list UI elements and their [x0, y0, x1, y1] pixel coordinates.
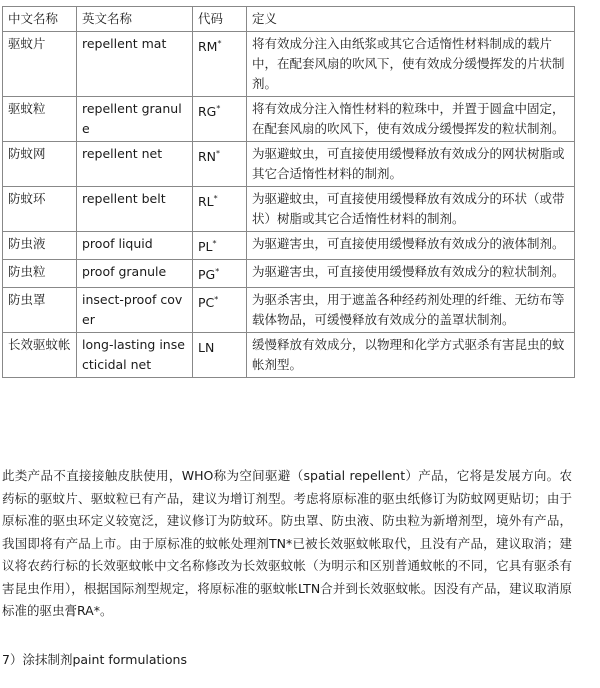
definition-text: 为驱避害虫，可直接使用缓慢释放有效成分的液体制剂。 [252, 236, 565, 251]
definition-text: 将有效成分注入由纸浆或其它合适惰性材料制成的载片中，在配套风扇的吹风下，使有效成分缓慢挥发的片状制剂。 [252, 36, 565, 91]
en-name-text: proof liquid [82, 236, 153, 251]
en-name-text: repellent belt [82, 191, 166, 206]
cn-name-text: 防蚊网 [8, 146, 46, 161]
table-row [3, 142, 575, 187]
header-definition: 定义 [247, 7, 575, 32]
header-cn-name: 中文名称 [3, 7, 77, 32]
table-row [3, 32, 575, 97]
cn-name-cell [3, 260, 77, 288]
definition-cell [247, 232, 575, 260]
definition-cell [247, 333, 575, 378]
en-name-cell [77, 97, 193, 142]
code-text: RG [198, 104, 217, 119]
cn-name-text: 防虫液 [8, 236, 46, 251]
code-cell [193, 97, 247, 142]
cn-name-cell [3, 288, 77, 333]
definition-text: 缓慢释放有效成分，以物理和化学方式驱杀有害昆虫的蚊帐剂型。 [252, 337, 565, 372]
asterisk-mark: * [215, 267, 220, 276]
asterisk-mark: * [216, 149, 221, 158]
cn-name-text: 长效驱蚊帐 [8, 337, 71, 352]
en-name-text: repellent net [82, 146, 163, 161]
table-row [3, 333, 575, 378]
definition-text: 为驱避蚊虫，可直接使用缓慢释放有效成分的环状（或带状）树脂或其它合适惰性材料的制剂。 [252, 191, 565, 226]
en-name-cell [77, 187, 193, 232]
cn-name-cell [3, 187, 77, 232]
definition-cell [247, 260, 575, 288]
code-cell [193, 32, 247, 97]
code-text: PL [198, 239, 213, 254]
table-row [3, 187, 575, 232]
definition-text: 为驱避害虫，可直接使用缓慢释放有效成分的粒状制剂。 [252, 264, 565, 279]
cn-name-text: 驱蚊粒 [8, 101, 46, 116]
code-text: PG [198, 267, 216, 282]
asterisk-mark: * [216, 104, 221, 113]
cn-name-text: 防蚊环 [8, 191, 46, 206]
table-header-row [3, 7, 575, 32]
explanation-paragraph: 此类产品不直接接触皮肤使用，WHO称为空间驱避（spatial repellent）产品，它将是发展方向。农药标的驱蚊片、驱蚊粒已有产品，建议为增订剂型。考虑将原标准的驱虫纸修订为防蚊网更贴切；由于原标准的驱虫环定义较宽泛，建议修订为防蚊环。防虫罩、防虫液、防虫粒为新增剂型，境外有产品，我国即将有产品上市。由于原标准的蚊帐处理剂TN*已被长效驱蚊帐取代，且没有产品，建议取消；建议将农药行标的长效驱蚊帐中文名称修改为长效驱蚊帐（为明示和区别普通蚊帐的不同，它具有驱杀有害昆虫作用），根据国际剂型规定，将原标准的驱蚊帐LTN合并到长效驱蚊帐。因没有产品，建议取消原标准的驱虫膏RA*。 [2, 468, 572, 618]
code-cell [193, 232, 247, 260]
header-code: 代码 [193, 7, 247, 32]
cn-name-text: 防虫罩 [8, 292, 46, 307]
cn-name-cell [3, 232, 77, 260]
definition-text: 为驱避蚊虫，可直接使用缓慢释放有效成分的网状树脂或其它合适惰性材料的制剂。 [252, 146, 565, 181]
definition-text: 为驱杀害虫，用于遮盖各种经药剂处理的纤维、无纺布等载体物品，可缓慢释放有效成分的盖罩状制剂。 [252, 292, 565, 327]
cn-name-text: 驱蚊片 [8, 36, 46, 51]
code-cell [193, 187, 247, 232]
table-row [3, 232, 575, 260]
cn-name-cell [3, 142, 77, 187]
en-name-cell [77, 333, 193, 378]
asterisk-mark: * [217, 39, 222, 48]
en-name-text: repellent mat [82, 36, 167, 51]
en-name-text: repellent granule [82, 101, 182, 136]
definition-cell [247, 142, 575, 187]
en-name-text: proof granule [82, 264, 167, 279]
definition-text: 将有效成分注入惰性材料的粒珠中，并置于圆盒中固定，在配套风扇的吹风下，使有效成分缓慢挥发的粒状制剂。 [252, 101, 565, 136]
en-name-cell [77, 288, 193, 333]
en-name-cell [77, 232, 193, 260]
code-text: RN [198, 149, 217, 164]
code-text: PC [198, 295, 215, 310]
formulation-table [2, 6, 575, 378]
asterisk-mark: * [214, 295, 219, 304]
en-name-text: long-lasting insecticidal net [82, 337, 185, 372]
en-name-cell [77, 142, 193, 187]
code-cell [193, 142, 247, 187]
en-name-cell [77, 260, 193, 288]
definition-cell [247, 187, 575, 232]
en-name-text: insect-proof cover [82, 292, 183, 327]
code-text: RL [198, 194, 214, 209]
code-cell [193, 288, 247, 333]
code-text: LN [198, 340, 215, 355]
definition-cell [247, 32, 575, 97]
table-row [3, 260, 575, 288]
cn-name-text: 防虫粒 [8, 264, 46, 279]
asterisk-mark: * [213, 194, 218, 203]
asterisk-mark: * [212, 239, 217, 248]
cn-name-cell [3, 32, 77, 97]
code-cell [193, 333, 247, 378]
definition-cell [247, 97, 575, 142]
code-text: RM [198, 39, 218, 54]
en-name-cell [77, 32, 193, 97]
definition-cell [247, 288, 575, 333]
section-heading: 7）涂抹制剂paint formulations [2, 652, 187, 667]
table-row [3, 97, 575, 142]
code-cell [193, 260, 247, 288]
cn-name-cell [3, 97, 77, 142]
header-en-name: 英文名称 [77, 7, 193, 32]
cn-name-cell [3, 333, 77, 378]
table-row [3, 288, 575, 333]
